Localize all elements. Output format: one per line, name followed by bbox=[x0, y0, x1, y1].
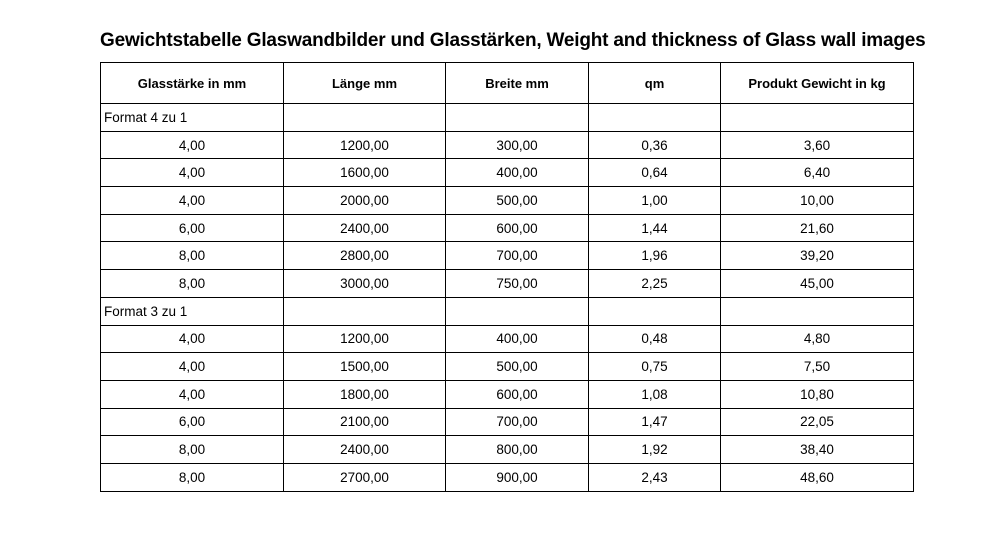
cell-length: 1200,00 bbox=[284, 325, 446, 353]
cell-weight: 10,00 bbox=[721, 187, 914, 215]
cell-width: 700,00 bbox=[446, 408, 589, 436]
cell-area: 1,00 bbox=[589, 187, 721, 215]
table-row bbox=[101, 187, 914, 215]
empty-cell bbox=[284, 297, 446, 325]
header-glass-thickness: Glasstärke in mm bbox=[101, 63, 284, 104]
cell-area: 0,64 bbox=[589, 159, 721, 187]
cell-width: 750,00 bbox=[446, 270, 589, 298]
cell-thickness: 4,00 bbox=[101, 187, 284, 215]
cell-width: 900,00 bbox=[446, 463, 589, 491]
table-row bbox=[101, 325, 914, 353]
cell-weight: 38,40 bbox=[721, 436, 914, 464]
header-area: qm bbox=[589, 63, 721, 104]
empty-cell bbox=[446, 104, 589, 132]
cell-length: 2000,00 bbox=[284, 187, 446, 215]
cell-area: 0,48 bbox=[589, 325, 721, 353]
page-title: Gewichtstabelle Glaswandbilder und Glasstärken, Weight and thickness of Glass wall images bbox=[100, 30, 926, 51]
section-row bbox=[101, 104, 914, 132]
cell-length: 2400,00 bbox=[284, 214, 446, 242]
cell-thickness: 4,00 bbox=[101, 353, 284, 381]
cell-weight: 22,05 bbox=[721, 408, 914, 436]
weight-table bbox=[100, 62, 914, 492]
cell-weight: 48,60 bbox=[721, 463, 914, 491]
cell-area: 2,25 bbox=[589, 270, 721, 298]
section-label: Format 3 zu 1 bbox=[101, 297, 284, 325]
header-width: Breite mm bbox=[446, 63, 589, 104]
cell-width: 600,00 bbox=[446, 214, 589, 242]
cell-width: 400,00 bbox=[446, 325, 589, 353]
empty-cell bbox=[721, 104, 914, 132]
table-row bbox=[101, 408, 914, 436]
cell-thickness: 4,00 bbox=[101, 380, 284, 408]
cell-thickness: 6,00 bbox=[101, 408, 284, 436]
empty-cell bbox=[446, 297, 589, 325]
cell-length: 2700,00 bbox=[284, 463, 446, 491]
header-weight: Produkt Gewicht in kg bbox=[721, 63, 914, 104]
cell-thickness: 8,00 bbox=[101, 242, 284, 270]
cell-area: 1,47 bbox=[589, 408, 721, 436]
table-row bbox=[101, 270, 914, 298]
cell-thickness: 8,00 bbox=[101, 463, 284, 491]
cell-thickness: 4,00 bbox=[101, 131, 284, 159]
cell-length: 1800,00 bbox=[284, 380, 446, 408]
table-row bbox=[101, 131, 914, 159]
cell-length: 2800,00 bbox=[284, 242, 446, 270]
cell-length: 1600,00 bbox=[284, 159, 446, 187]
cell-length: 2100,00 bbox=[284, 408, 446, 436]
cell-weight: 3,60 bbox=[721, 131, 914, 159]
cell-area: 0,36 bbox=[589, 131, 721, 159]
table-body bbox=[101, 104, 914, 492]
cell-weight: 39,20 bbox=[721, 242, 914, 270]
table-row bbox=[101, 214, 914, 242]
cell-weight: 21,60 bbox=[721, 214, 914, 242]
cell-weight: 7,50 bbox=[721, 353, 914, 381]
cell-length: 1200,00 bbox=[284, 131, 446, 159]
empty-cell bbox=[589, 104, 721, 132]
cell-length: 3000,00 bbox=[284, 270, 446, 298]
section-label: Format 4 zu 1 bbox=[101, 104, 284, 132]
table-row bbox=[101, 436, 914, 464]
cell-length: 2400,00 bbox=[284, 436, 446, 464]
cell-thickness: 8,00 bbox=[101, 270, 284, 298]
cell-area: 1,44 bbox=[589, 214, 721, 242]
cell-weight: 10,80 bbox=[721, 380, 914, 408]
header-length: Länge mm bbox=[284, 63, 446, 104]
table-header-row bbox=[101, 63, 914, 104]
cell-width: 600,00 bbox=[446, 380, 589, 408]
empty-cell bbox=[589, 297, 721, 325]
cell-width: 400,00 bbox=[446, 159, 589, 187]
section-row bbox=[101, 297, 914, 325]
cell-weight: 4,80 bbox=[721, 325, 914, 353]
cell-length: 1500,00 bbox=[284, 353, 446, 381]
cell-area: 1,96 bbox=[589, 242, 721, 270]
cell-weight: 6,40 bbox=[721, 159, 914, 187]
cell-area: 0,75 bbox=[589, 353, 721, 381]
table-row bbox=[101, 353, 914, 381]
empty-cell bbox=[284, 104, 446, 132]
table-row bbox=[101, 242, 914, 270]
cell-width: 800,00 bbox=[446, 436, 589, 464]
cell-thickness: 4,00 bbox=[101, 325, 284, 353]
cell-area: 2,43 bbox=[589, 463, 721, 491]
cell-area: 1,92 bbox=[589, 436, 721, 464]
cell-weight: 45,00 bbox=[721, 270, 914, 298]
cell-width: 700,00 bbox=[446, 242, 589, 270]
cell-thickness: 8,00 bbox=[101, 436, 284, 464]
cell-width: 300,00 bbox=[446, 131, 589, 159]
cell-area: 1,08 bbox=[589, 380, 721, 408]
cell-thickness: 6,00 bbox=[101, 214, 284, 242]
cell-width: 500,00 bbox=[446, 353, 589, 381]
cell-width: 500,00 bbox=[446, 187, 589, 215]
cell-thickness: 4,00 bbox=[101, 159, 284, 187]
table-row bbox=[101, 463, 914, 491]
empty-cell bbox=[721, 297, 914, 325]
table-row bbox=[101, 380, 914, 408]
table-row bbox=[101, 159, 914, 187]
